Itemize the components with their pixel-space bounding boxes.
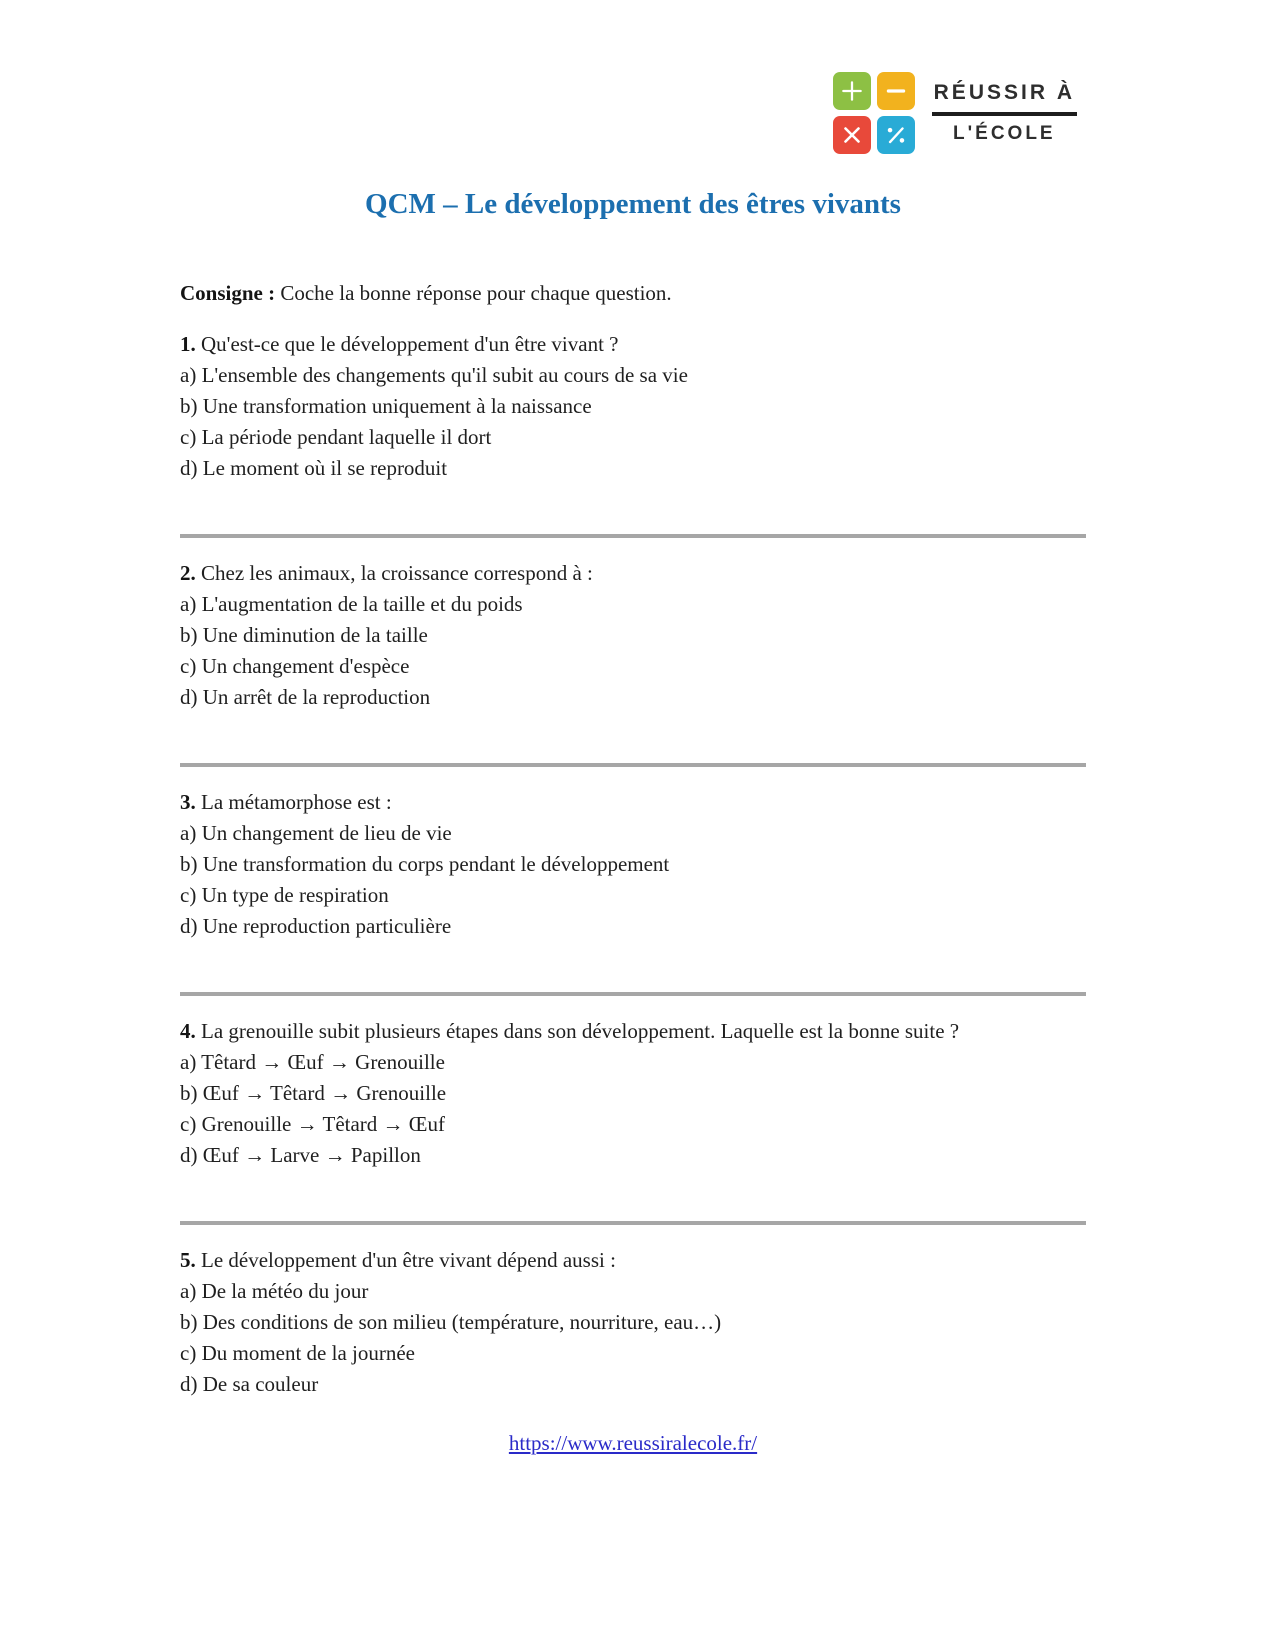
- option-d: d) Œuf → Larve → Papillon: [180, 1143, 421, 1167]
- question-text: 5. Le développement d'un être vivant dépend aussi :: [180, 1248, 616, 1272]
- question-text: 1. Qu'est-ce que le développement d'un être vivant ?: [180, 332, 619, 356]
- option-c: c) Du moment de la journée: [180, 1341, 415, 1365]
- option-b: b) Œuf → Têtard → Grenouille: [180, 1081, 447, 1105]
- option-c: c) Grenouille → Têtard → Œuf: [180, 1112, 445, 1136]
- question-5: [180, 1245, 1086, 1400]
- question-number: 3.: [180, 790, 196, 814]
- option-a: a) De la météo du jour: [180, 1279, 369, 1303]
- question-1: [180, 329, 1086, 484]
- logo: [0, 0, 1273, 154]
- divide-icon: [883, 122, 909, 148]
- option-c: c) Un changement d'espèce: [180, 654, 410, 678]
- divide-tile: [877, 116, 915, 154]
- page-title: QCM – Le développement des êtres vivants: [365, 188, 901, 220]
- plus-icon: [839, 78, 865, 104]
- option-a: a) Têtard → Œuf → Grenouille: [180, 1050, 445, 1074]
- option-b: b) Une transformation du corps pendant le développement: [180, 852, 670, 876]
- brand-wordmark: [932, 81, 1077, 145]
- footer: [180, 1428, 1086, 1459]
- option-b: b) Des conditions de son milieu (température, nourriture, eau…): [180, 1310, 722, 1334]
- question-number: 2.: [180, 561, 196, 585]
- question-3: [180, 787, 1086, 942]
- section-divider: [180, 534, 1086, 538]
- section-divider: [180, 1221, 1086, 1225]
- option-d: d) Le moment où il se reproduit: [180, 456, 448, 480]
- minus-tile: [877, 72, 915, 110]
- question-number: 1.: [180, 332, 196, 356]
- question-4: [180, 1016, 1086, 1171]
- question-text: 4. La grenouille subit plusieurs étapes dans son développement. Laquelle est la bonne suite ?: [180, 1019, 960, 1043]
- option-a: a) L'ensemble des changements qu'il subit au cours de sa vie: [180, 363, 688, 387]
- option-a: a) L'augmentation de la taille et du poids: [180, 592, 523, 616]
- logo-tiles: [833, 72, 915, 154]
- option-c: c) La période pendant laquelle il dort: [180, 425, 492, 449]
- plus-tile: [833, 72, 871, 110]
- option-d: d) Une reproduction particulière: [180, 914, 452, 938]
- multiply-tile: [833, 116, 871, 154]
- question-number: 4.: [180, 1019, 196, 1043]
- instruction-text: Coche la bonne réponse pour chaque question.: [280, 281, 672, 305]
- option-b: b) Une diminution de la taille: [180, 623, 428, 647]
- brand-line2: L'ÉCOLE: [953, 123, 1056, 144]
- instruction-line: [180, 278, 1086, 309]
- footer-link[interactable]: https://www.reussiralecole.fr/: [508, 1431, 758, 1455]
- option-b: b) Une transformation uniquement à la naissance: [180, 394, 592, 418]
- option-a: a) Un changement de lieu de vie: [180, 821, 452, 845]
- question-text: 3. La métamorphose est :: [180, 790, 392, 814]
- option-d: d) Un arrêt de la reproduction: [180, 685, 431, 709]
- instruction-label: Consigne :: [180, 281, 276, 305]
- minus-icon: [883, 78, 909, 104]
- section-divider: [180, 763, 1086, 767]
- question-number: 5.: [180, 1248, 196, 1272]
- section-divider: [180, 992, 1086, 996]
- question-text: 2. Chez les animaux, la croissance correspond à :: [180, 561, 593, 585]
- question-2: [180, 558, 1086, 713]
- option-d: d) De sa couleur: [180, 1372, 319, 1396]
- multiply-icon: [839, 122, 865, 148]
- option-c: c) Un type de respiration: [180, 883, 389, 907]
- brand-line1: RÉUSSIR À: [933, 81, 1075, 104]
